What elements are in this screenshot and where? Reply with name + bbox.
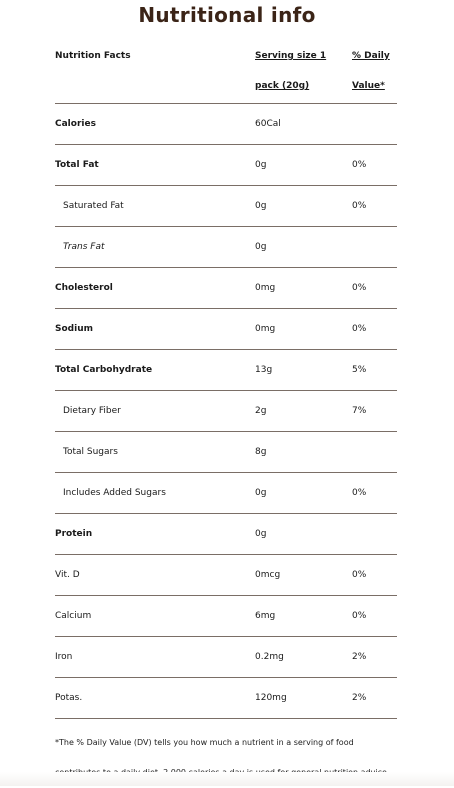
- nutrient-daily-value: 2%: [352, 693, 367, 703]
- nutrient-name: Dietary Fiber: [63, 406, 121, 416]
- nutrient-name: Calcium: [55, 611, 92, 621]
- nutrient-name: Total Fat: [55, 160, 99, 170]
- table-row: [55, 391, 397, 432]
- nutrient-daily-value: 0%: [352, 570, 367, 580]
- nutrient-daily-value: 0%: [352, 488, 367, 498]
- nutrient-amount: 6mg: [255, 611, 276, 621]
- nutrient-name: Cholesterol: [55, 283, 113, 293]
- table-row: [55, 678, 397, 719]
- nutrient-amount: 0g: [255, 242, 267, 252]
- nutrient-name: Vit. D: [55, 570, 80, 580]
- nutrient-name: Sodium: [55, 324, 93, 334]
- nutrient-daily-value: 5%: [352, 365, 367, 375]
- nutrient-amount: 0mg: [255, 324, 276, 334]
- nutrient-daily-value: 2%: [352, 652, 367, 662]
- nutrient-daily-value: 7%: [352, 406, 367, 416]
- table-row: [55, 350, 397, 391]
- table-row: [55, 145, 397, 186]
- table-row: [55, 637, 397, 678]
- header-serving-size-line2: pack (20g): [255, 81, 310, 91]
- header-serving-size: [255, 41, 335, 101]
- nutrient-rows: [55, 104, 397, 719]
- nutrient-amount: 0g: [255, 529, 267, 539]
- nutrient-amount: 0mcg: [255, 570, 281, 580]
- nutrient-name: Iron: [55, 652, 73, 662]
- nutrition-table: [55, 41, 397, 719]
- table-header-row: [55, 41, 397, 104]
- nutrient-name: Protein: [55, 529, 93, 539]
- header-daily-value-line1: % Daily: [352, 51, 390, 61]
- nutrient-amount: 60Cal: [255, 119, 281, 129]
- nutrient-name: Total Carbohydrate: [55, 365, 153, 375]
- table-row: [55, 268, 397, 309]
- header-nutrition-facts: Nutrition Facts: [55, 51, 131, 61]
- table-row: [55, 227, 397, 268]
- nutrient-amount: 0g: [255, 160, 267, 170]
- header-serving-size-line1: Serving size 1: [255, 51, 327, 61]
- nutrient-name: Trans Fat: [63, 242, 105, 252]
- page-title: Nutritional info: [138, 3, 316, 27]
- nutrient-daily-value: 0%: [352, 611, 367, 621]
- nutrient-name: Includes Added Sugars: [63, 488, 166, 498]
- nutrient-name: Calories: [55, 119, 96, 129]
- table-row: [55, 555, 397, 596]
- nutrient-amount: 0g: [255, 201, 267, 211]
- nutrient-daily-value: 0%: [352, 283, 367, 293]
- table-row: [55, 309, 397, 350]
- header-daily-value-line2: Value*: [352, 81, 385, 91]
- table-row: [55, 596, 397, 637]
- nutrient-amount: 2g: [255, 406, 267, 416]
- nutrient-name: Potas.: [55, 693, 83, 703]
- nutrient-amount: 0mg: [255, 283, 276, 293]
- table-row: [55, 186, 397, 227]
- nutrient-amount: 8g: [255, 447, 267, 457]
- nutrient-amount: 0.2mg: [255, 652, 284, 662]
- nutrient-amount: 0g: [255, 488, 267, 498]
- nutrient-name: Saturated Fat: [63, 201, 124, 211]
- nutrient-name: Total Sugars: [63, 447, 118, 457]
- table-row: [55, 432, 397, 473]
- nutrient-amount: 120mg: [255, 693, 287, 703]
- nutrient-amount: 13g: [255, 365, 273, 375]
- nutrient-daily-value: 0%: [352, 201, 367, 211]
- table-row: [55, 473, 397, 514]
- footnote-line-1: *The % Daily Value (DV) tells you how much a nutrient in a serving of food: [55, 738, 354, 747]
- table-row: [55, 514, 397, 555]
- nutrient-daily-value: 0%: [352, 324, 367, 334]
- bottom-fade: [0, 772, 454, 786]
- table-row: [55, 104, 397, 145]
- nutrient-daily-value: 0%: [352, 160, 367, 170]
- header-daily-value: [352, 41, 397, 101]
